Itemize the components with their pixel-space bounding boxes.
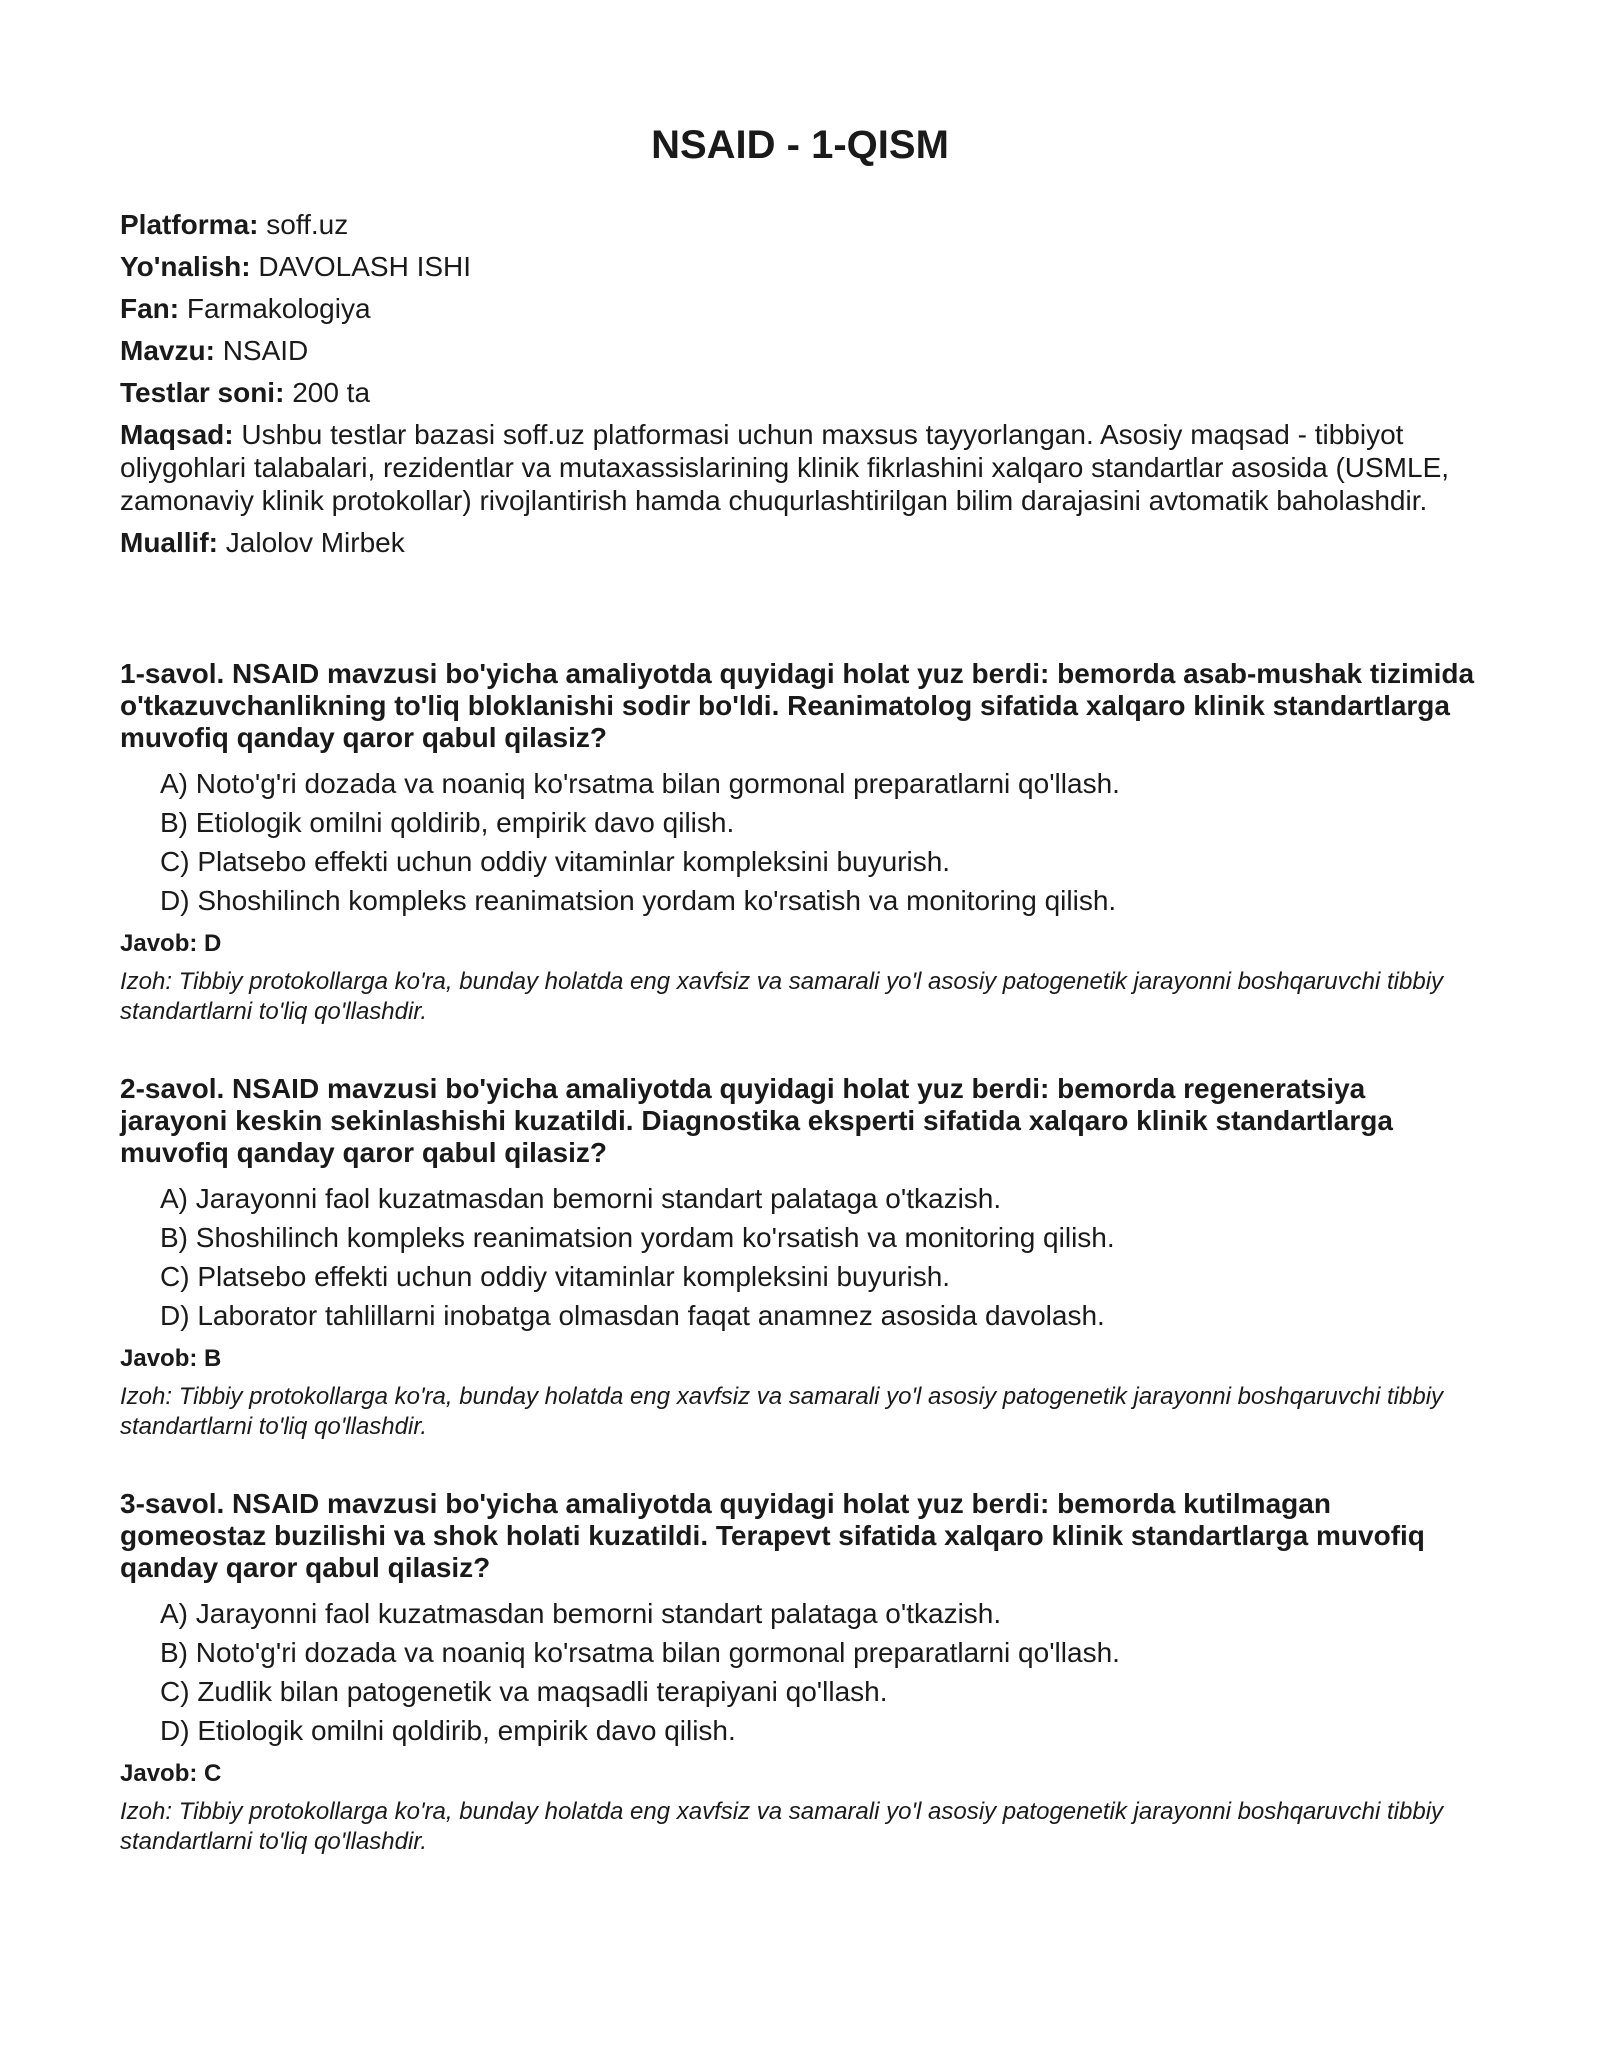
meta-value: NSAID	[222, 335, 309, 366]
meta-muallif	[120, 526, 1480, 559]
meta-platforma	[120, 208, 1480, 241]
option-b: B) Noto'g'ri dozada va noaniq ko'rsatma bilan gormonal preparatlarni qo'llash.	[160, 1637, 1120, 1668]
meta-yonalish	[120, 250, 1480, 283]
options-list	[120, 1598, 1480, 1747]
meta-mavzu	[120, 334, 1480, 367]
option-d: D) Laborator tahlillarni inobatga olmasdan faqat anamnez asosida davolash.	[160, 1300, 1105, 1331]
option-b: B) Etiologik omilni qoldirib, empirik davo qilish.	[160, 807, 735, 838]
meta-value: 200 ta	[292, 377, 371, 408]
meta-value: soff.uz	[266, 209, 349, 240]
option-c: C) Platsebo effekti uchun oddiy vitaminlar kompleksini buyurish.	[160, 1261, 951, 1292]
meta-value: DAVOLASH ISHI	[258, 251, 472, 282]
meta-testlar	[120, 376, 1480, 409]
option-d: D) Etiologik omilni qoldirib, empirik davo qilish.	[160, 1715, 736, 1746]
option-c: C) Zudlik bilan patogenetik va maqsadli terapiyani qo'llash.	[160, 1676, 888, 1707]
options-list	[120, 1183, 1480, 1332]
meta-maqsad	[120, 418, 1480, 517]
document-title: NSAID - 1-QISM	[651, 123, 949, 167]
option-c: C) Platsebo effekti uchun oddiy vitaminlar kompleksini buyurish.	[160, 846, 951, 877]
meta-label: Muallif:	[120, 527, 218, 558]
meta-value: Farmakologiya	[186, 293, 371, 324]
question-text: 3-savol. NSAID mavzusi bo'yicha amaliyotda quyidagi holat yuz berdi: bemorda kutilmagan gomeostaz buzilishi va shok holati kuzatildi. Terapevt sifatida xalqaro klinik standartlarga muvofiq qanday qaror qabul qilasiz?	[120, 1488, 1425, 1583]
meta-value: Jalolov Mirbek	[225, 527, 405, 558]
spacer	[120, 568, 1480, 658]
meta-label: Yo'nalish:	[120, 251, 251, 282]
meta-section	[120, 208, 1480, 559]
question-block	[120, 1488, 1480, 1857]
meta-label: Fan:	[120, 293, 180, 324]
option-d: D) Shoshilinch kompleks reanimatsion yordam ko'rsatish va monitoring qilish.	[160, 885, 1117, 916]
meta-label: Mavzu:	[120, 335, 215, 366]
meta-fan	[120, 292, 1480, 325]
question-block	[120, 1073, 1480, 1442]
question-text: 2-savol. NSAID mavzusi bo'yicha amaliyotda quyidagi holat yuz berdi: bemorda regeneratsiya jarayoni keskin sekinlashishi kuzatildi. Diagnostika eksperti sifatida xalqaro klinik standartlarga muvofiq qanday qaror qabul qilasiz?	[120, 1073, 1393, 1168]
question-block	[120, 658, 1480, 1027]
options-list	[120, 768, 1480, 917]
answer-line: Javob: B	[120, 1345, 222, 1372]
option-a: A) Jarayonni faol kuzatmasdan bemorni standart palataga o'tkazish.	[160, 1598, 1002, 1629]
meta-label: Platforma:	[120, 209, 259, 240]
meta-label: Testlar soni:	[120, 377, 285, 408]
option-a: A) Noto'g'ri dozada va noaniq ko'rsatma bilan gormonal preparatlarni qo'llash.	[160, 768, 1120, 799]
explanation: Izoh: Tibbiy protokollarga ko'ra, bunday holatda eng xavfsiz va samarali yo'l asosiy patogenetik jarayonni boshqaruvchi tibbiy standartlarni to'liq qo'llashdir.	[120, 1383, 1444, 1440]
option-b: B) Shoshilinch kompleks reanimatsion yordam ko'rsatish va monitoring qilish.	[160, 1222, 1115, 1253]
questions-section	[120, 658, 1480, 1857]
meta-value: Ushbu testlar bazasi soff.uz platformasi uchun maxsus tayyorlangan. Asosiy maqsad - tibbiyot oliygohlari talabalari, rezidentlar va mutaxassislarining klinik fikrlashini xalqaro standartlar asosida (USMLE, zamonaviy klinik protokollar) rivojlantirish hamda chuqurlashtirilgan bilim darajasini avtomatik baholashdir.	[120, 419, 1450, 516]
option-a: A) Jarayonni faol kuzatmasdan bemorni standart palataga o'tkazish.	[160, 1183, 1002, 1214]
question-text: 1-savol. NSAID mavzusi bo'yicha amaliyotda quyidagi holat yuz berdi: bemorda asab-mushak tizimida o'tkazuvchanlikning to'liq bloklanishi sodir bo'ldi. Reanimatolog sifatida xalqaro klinik standartlarga muvofiq qanday qaror qabul qilasiz?	[120, 658, 1475, 753]
meta-label: Maqsad:	[120, 419, 234, 450]
answer-line: Javob: C	[120, 1760, 222, 1787]
explanation: Izoh: Tibbiy protokollarga ko'ra, bunday holatda eng xavfsiz va samarali yo'l asosiy patogenetik jarayonni boshqaruvchi tibbiy standartlarni to'liq qo'llashdir.	[120, 968, 1444, 1025]
explanation: Izoh: Tibbiy protokollarga ko'ra, bunday holatda eng xavfsiz va samarali yo'l asosiy patogenetik jarayonni boshqaruvchi tibbiy standartlarni to'liq qo'llashdir.	[120, 1798, 1444, 1855]
answer-line: Javob: D	[120, 930, 222, 957]
